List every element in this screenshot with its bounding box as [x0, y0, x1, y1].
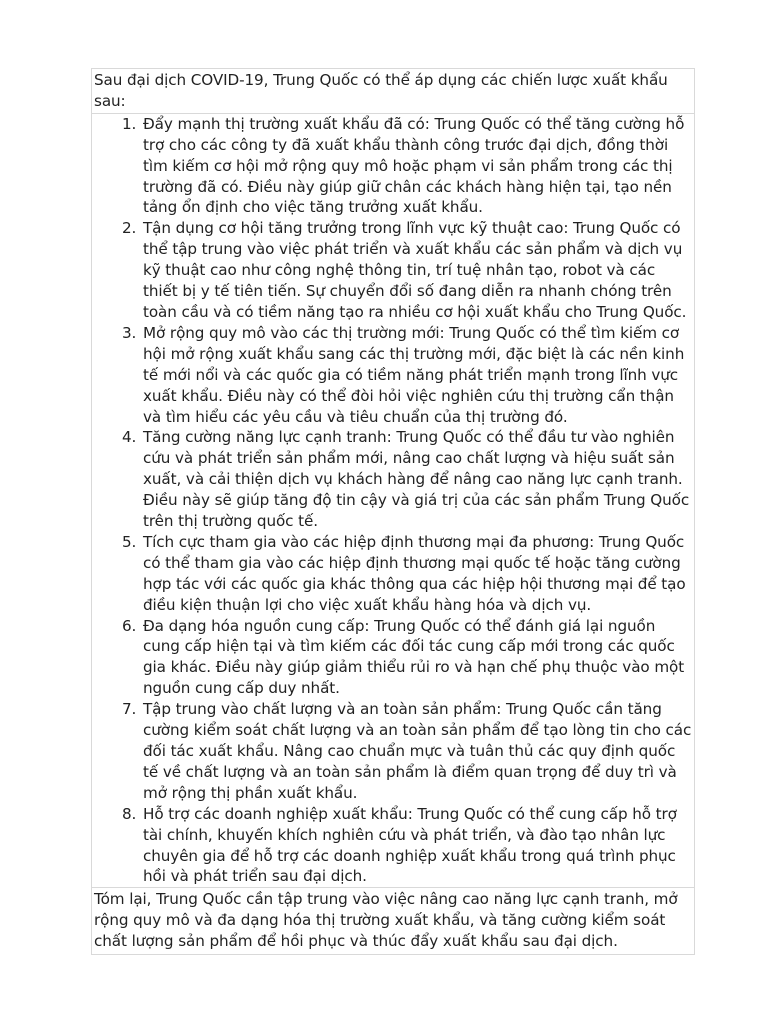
- list-item: 3. Mở rộng quy mô vào các thị trường mới: Trung Quốc có thể tìm kiếm cơ hội mở rộng xuất khẩu sang các thị trường mới, đặc biệt là các nền kinh tế mới nổi và các quốc gia có tiềm năng phát triển mạnh trong lĩnh vực xuất khẩu. Điều này có thể đòi hỏi việc nghiên cứu thị trường cẩn thận và tìm hiểu các yêu cầu và tiêu chuẩn của thị trường đó.: [141, 323, 692, 428]
- list-item: 6. Đa dạng hóa nguồn cung cấp: Trung Quốc có thể đánh giá lại nguồn cung cấp hiện tại và tìm kiếm các đối tác cung cấp mới trong các quốc gia khác. Điều này giúp giảm thiểu rủi ro và hạn chế phụ thuộc vào một nguồn cung cấp duy nhất.: [141, 616, 692, 700]
- list-item: 2. Tận dụng cơ hội tăng trưởng trong lĩnh vực kỹ thuật cao: Trung Quốc có thể tập trung vào việc phát triển và xuất khẩu các sản phẩm và dịch vụ kỹ thuật cao như công nghệ thông tin, trí tuệ nhân tạo, robot và các thiết bị y tế tiên tiến. Sự chuyển đổi số đang diễn ra nhanh chóng trên toàn cầu và có tiềm năng tạo ra nhiều cơ hội xuất khẩu cho Trung Quốc.: [141, 218, 692, 323]
- strategy-list-cell: [91, 114, 695, 889]
- conclusion-paragraph: Tóm lại, Trung Quốc cần tập trung vào việc nâng cao năng lực cạnh tranh, mở rộng quy mô và đa dạng hóa thị trường xuất khẩu, và tăng cường kiểm soát chất lượng sản phẩm để hồi phục và thúc đẩy xuất khẩu sau đại dịch.: [91, 888, 695, 955]
- document-page: [91, 68, 695, 955]
- strategy-list: [94, 114, 692, 888]
- list-item: 8. Hỗ trợ các doanh nghiệp xuất khẩu: Trung Quốc có thể cung cấp hỗ trợ tài chính, khuyến khích nghiên cứu và phát triển, và đào tạo nhân lực chuyên gia để hỗ trợ các doanh nghiệp xuất khẩu trong quá trình phục hồi và phát triển sau đại dịch.: [141, 804, 692, 888]
- list-item: 4. Tăng cường năng lực cạnh tranh: Trung Quốc có thể đầu tư vào nghiên cứu và phát triển sản phẩm mới, nâng cao chất lượng và hiệu suất sản xuất, và cải thiện dịch vụ khách hàng để nâng cao năng lực cạnh tranh. Điều này sẽ giúp tăng độ tin cậy và giá trị của các sản phẩm Trung Quốc trên thị trường quốc tế.: [141, 427, 692, 532]
- list-item: 7. Tập trung vào chất lượng và an toàn sản phẩm: Trung Quốc cần tăng cường kiểm soát chất lượng và an toàn sản phẩm để tạo lòng tin cho các đối tác xuất khẩu. Nâng cao chuẩn mực và tuân thủ các quy định quốc tế về chất lượng và an toàn sản phẩm là điểm quan trọng để duy trì và mở rộng thị phần xuất khẩu.: [141, 699, 692, 804]
- list-item: 5. Tích cực tham gia vào các hiệp định thương mại đa phương: Trung Quốc có thể tham gia vào các hiệp định thương mại quốc tế hoặc tăng cường hợp tác với các quốc gia khác thông qua các hiệp hội thương mại để tạo điều kiện thuận lợi cho việc xuất khẩu hàng hóa và dịch vụ.: [141, 532, 692, 616]
- list-item: 1. Đẩy mạnh thị trường xuất khẩu đã có: Trung Quốc có thể tăng cường hỗ trợ cho các công ty đã xuất khẩu thành công trước đại dịch, đồng thời tìm kiếm cơ hội mở rộng quy mô hoặc phạm vi sản phẩm trong các thị trường đã có. Điều này giúp giữ chân các khách hàng hiện tại, tạo nền tảng ổn định cho việc tăng trưởng xuất khẩu.: [141, 114, 692, 219]
- intro-paragraph: Sau đại dịch COVID-19, Trung Quốc có thể áp dụng các chiến lược xuất khẩu sau:: [91, 68, 695, 114]
